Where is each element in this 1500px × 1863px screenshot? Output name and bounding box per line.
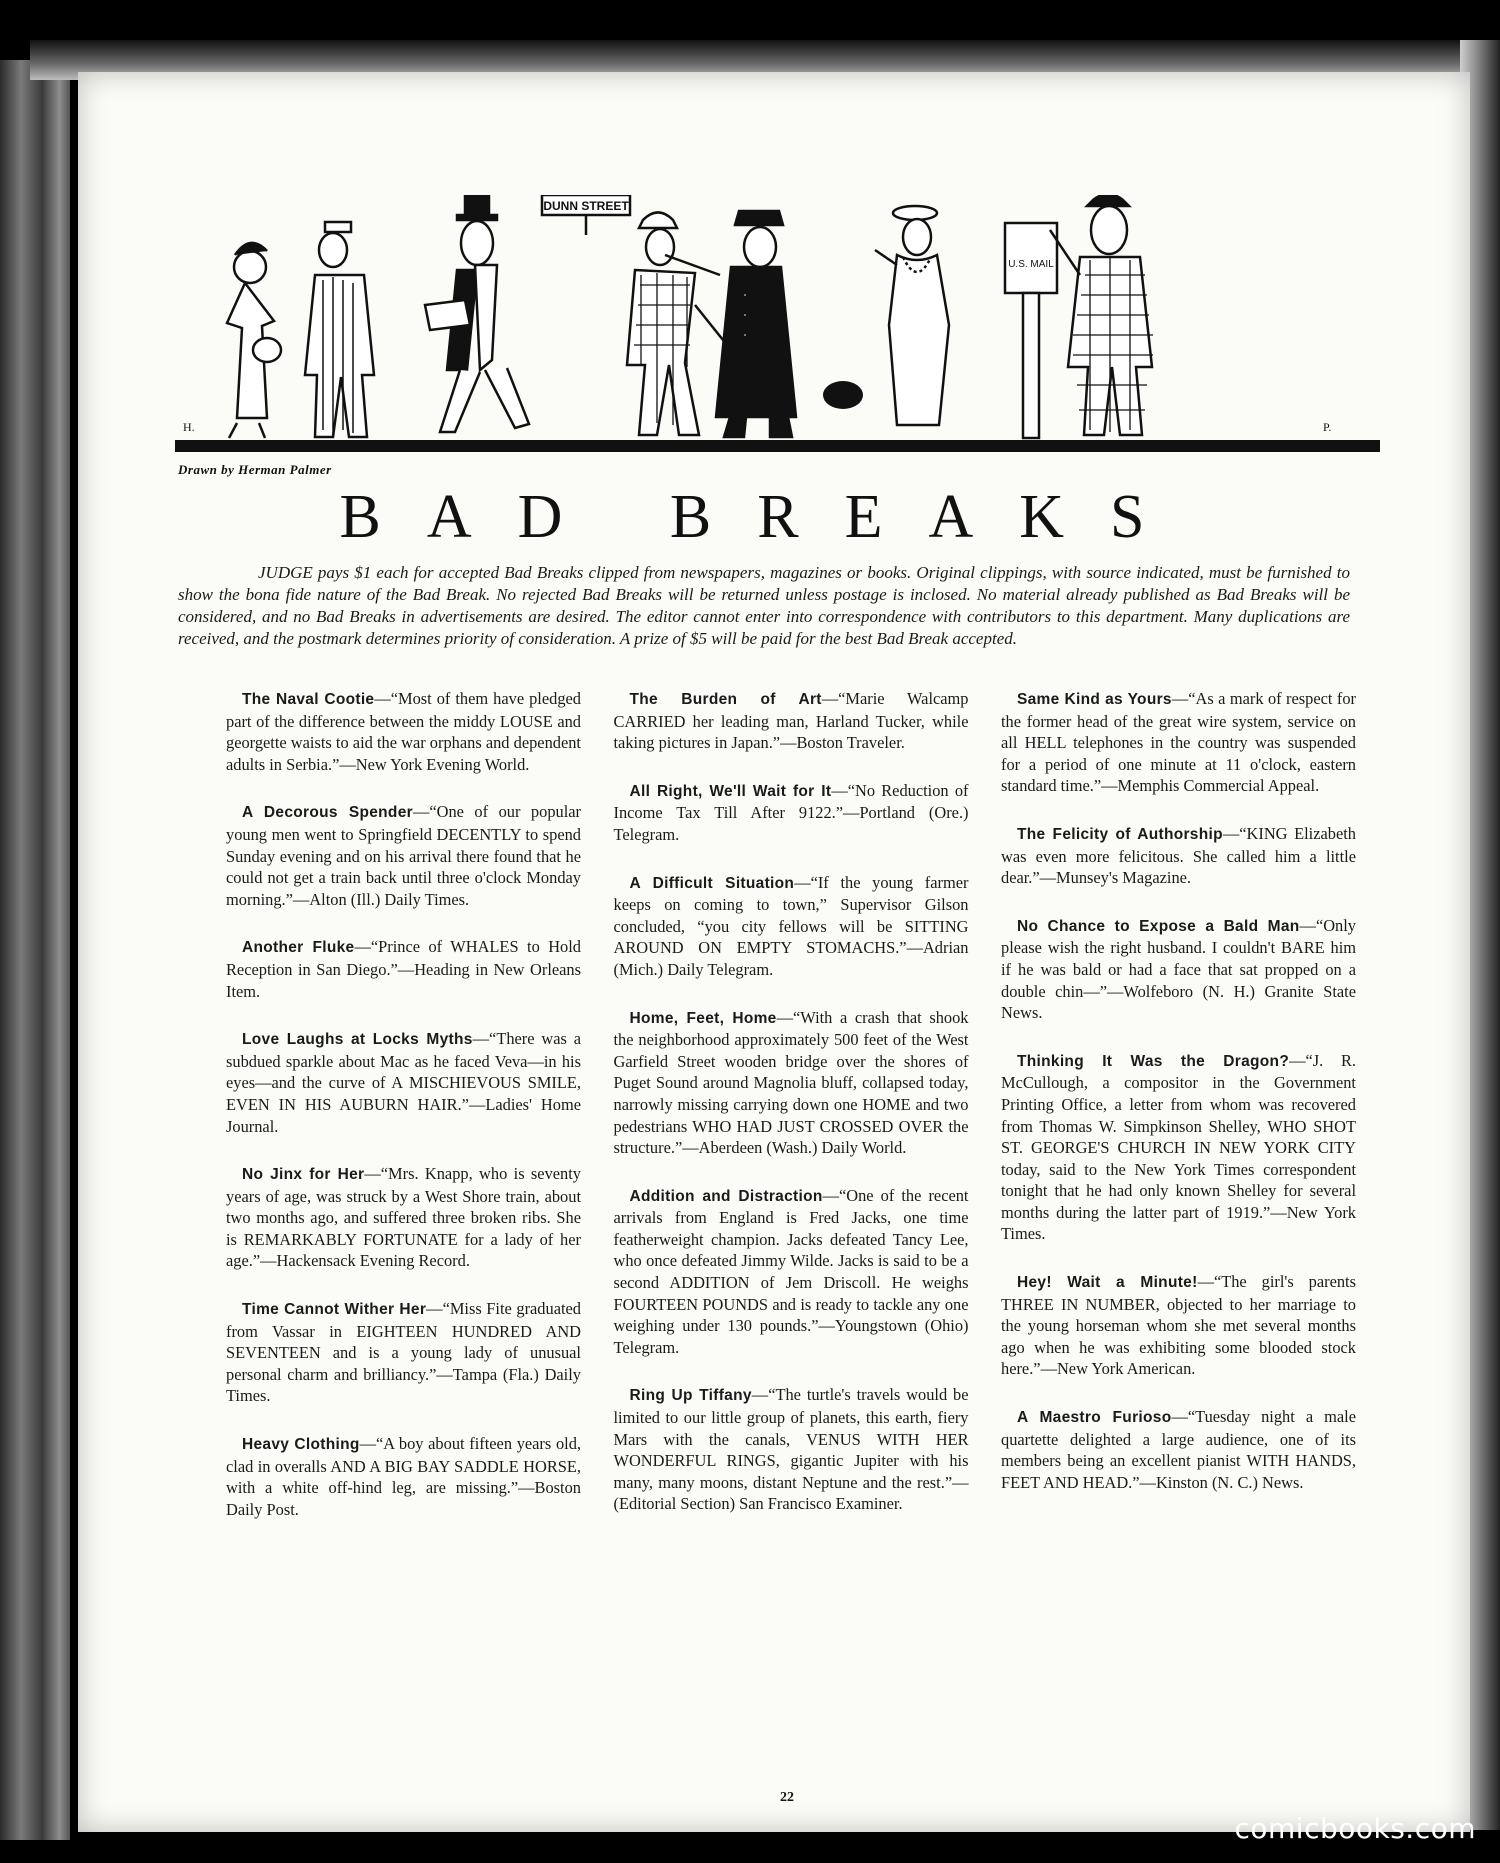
heading-dash: — bbox=[1171, 689, 1189, 708]
heading-dash: — bbox=[831, 780, 848, 800]
item-text: “A boy about fifteen years old, clad in overalls AND A BIG BAY SADDLE HORSE, with a white off-hind leg, are missing.”—Boston Daily Post. bbox=[226, 1434, 581, 1519]
bad-break-item bbox=[614, 1007, 969, 1159]
item-text: “The turtle's travels would be limited to our little group of planets, this earth, fiery Mars with the canals, VENUS WITH HER WONDERFUL RINGS, gigantic Jupiter with his many, many moons, distant Neptune and the rest.”—(Editorial Section) San Francisco Examiner. bbox=[613, 1385, 969, 1514]
heading-dash: — bbox=[1289, 1050, 1306, 1070]
bad-break-item bbox=[1001, 688, 1356, 797]
heading-dash: — bbox=[426, 1299, 443, 1319]
heading-dash: — bbox=[359, 1434, 376, 1454]
intro-paragraph: JUDGE pays $1 each for accepted Bad Breaks clipped from newspapers, magazines or books. Original clippings, with source indicated, must be furnished to show the bona fide nature of the Bad Break. No rejected Bad Breaks will be returned unless postage is inclosed. No material already published as Bad Breaks will be considered, and no Bad Breaks in advertisements are desired. The editor cannot enter into correspondence with contributors to this department. Many duplications are received, and the postmark determines priority of consideration. A prize of $5 will be paid for the best Bad Break accepted. bbox=[178, 563, 1350, 648]
heading-dash: — bbox=[822, 1185, 839, 1205]
heading-dash: — bbox=[794, 872, 811, 892]
item-heading: Hey! Wait a Minute! bbox=[1017, 1274, 1198, 1292]
illustration-credit: Drawn by Herman Palmer bbox=[178, 462, 332, 477]
item-heading: No Jinx for Her bbox=[242, 1166, 365, 1184]
item-text: “One of the recent arrivals from England is Fred Jacks, one time featherweight champion. Jacks defeated Tancy Lee, who once defeated Jimmy Wilde. Jacks is said to be a second ADDITION of Jem Driscoll. He weighs FOURTEEN POUNDS and is ready to tackle any one weighing under 130 pounds.”—Youngstown (Ohio) Telegram. bbox=[613, 1185, 969, 1357]
heading-dash: — bbox=[751, 1385, 769, 1405]
bad-break-item bbox=[1001, 823, 1356, 889]
item-text: “With a crash that shook the neighborhood approximately 500 feet of the West Garfield Street wooden bridge over the shores of Puget Sound around Magnolia bluff, collapsed today, narrowly missing carrying down one HOME and two pedestrians WHO HAD JUST CROSSED OVER the structure.”—Aberdeen (Wash.) Daily World. bbox=[613, 1007, 969, 1158]
item-text: “Most of them have pledged part of the difference between the middy LOUSE and georgette waists to aid the war orphans and dependent adults in Serbia.”—New York Evening World. bbox=[226, 689, 581, 774]
item-text: “J. R. McCullough, a compositor in the Government Printing Office, a letter from whom was recovered from Thomas W. Simpkinson Shelley, WHO SHOT ST. GEORGE'S CHURCH IN NEW YORK CITY today, said to the New York Times correspondent tonight that he had only known Shelley for several months during the latter part of 1919.”—New York Times. bbox=[1001, 1050, 1356, 1244]
heading-dash: — bbox=[354, 937, 371, 957]
item-text: “If the young farmer keeps on coming to town,” Supervisor Gilson concluded, “you city fellows will be SITTING AROUND ON EMPTY STOMACHS.”—Adrian (Mich.) Daily Telegram. bbox=[613, 872, 969, 979]
item-heading: Love Laughs at Locks Myths bbox=[242, 1031, 473, 1049]
item-heading: The Naval Cootie bbox=[242, 691, 375, 708]
item-heading: The Felicity of Authorship bbox=[1017, 825, 1223, 843]
heading-dash: — bbox=[1171, 1407, 1188, 1427]
heading-dash: — bbox=[1299, 915, 1316, 935]
bad-break-item bbox=[1001, 1406, 1356, 1493]
item-text: “Prince of WHALES to Hold Reception in San Diego.”—Heading in New Orleans Item. bbox=[226, 937, 581, 1001]
bad-break-item bbox=[226, 1433, 581, 1520]
bad-break-item bbox=[226, 1298, 581, 1407]
item-heading: A Difficult Situation bbox=[629, 874, 795, 892]
page-number: 22 bbox=[780, 1790, 794, 1805]
bad-break-item bbox=[226, 1163, 581, 1272]
item-heading: A Maestro Furioso bbox=[1017, 1409, 1172, 1427]
item-text: “Mrs. Knapp, who is seventy years of age, was struck by a West Shore train, about two months ago, and suffered three broken ribs. She is REMARKABLY FORTUNATE for a lady of her age.”—Hackensack Evening Record. bbox=[226, 1164, 581, 1271]
bad-break-item bbox=[614, 1185, 969, 1359]
column bbox=[614, 688, 969, 1778]
heading-dash: — bbox=[776, 1007, 793, 1027]
item-text: “Tuesday night a male quartette delighted a large audience, one of its members being an excellent pianist WITH HANDS, FEET AND HEAD.”—Kinston (N. C.) News. bbox=[1001, 1407, 1356, 1492]
bad-break-item bbox=[226, 801, 581, 910]
heading-dash: — bbox=[374, 689, 391, 708]
item-text: “One of our popular young men went to Springfield DECENTLY to spend Sunday evening and on his arrival there found that he could not get a train back until three o'clock Monday morning.”—Alton (Ill.) Daily Times. bbox=[226, 802, 581, 909]
column bbox=[1001, 688, 1356, 1778]
item-text: “As a mark of respect for the former head of the great wire system, service on all HELL telephones in the country was suspended for a period of one minute at 11 o'clock, eastern standard time.”—Memphis Commercial Appeal. bbox=[1001, 689, 1356, 796]
item-text: “Only please wish the right husband. I couldn't BARE him if he was bald or had a face that sat propped on a double chin—”—Wolfeboro (N. H.) Granite State News. bbox=[1001, 915, 1356, 1023]
artist-initial-right: P. bbox=[1323, 420, 1332, 434]
item-text: “No Reduction of Income Tax Till After 9122.”—Portland (Ore.) Telegram. bbox=[613, 780, 969, 844]
column bbox=[226, 688, 581, 1778]
item-heading: Thinking It Was the Dragon? bbox=[1017, 1052, 1290, 1070]
bad-break-item bbox=[614, 780, 969, 846]
page-title: BAD BREAKS bbox=[339, 483, 1191, 551]
item-text: “Miss Fite graduated from Vassar in EIGHTEEN HUNDRED AND SEVENTEEN and is a young lady of unusual personal charm and brilliancy.”—Tampa (Fla.) Daily Times. bbox=[226, 1299, 581, 1406]
item-heading: Addition and Distraction bbox=[629, 1187, 823, 1205]
heading-dash: — bbox=[412, 802, 430, 822]
heading-dash: — bbox=[472, 1029, 490, 1049]
bad-break-item bbox=[614, 872, 969, 981]
article-columns bbox=[226, 688, 1356, 1778]
bad-break-item bbox=[1001, 1050, 1356, 1245]
bad-break-item bbox=[226, 688, 581, 775]
item-heading: Home, Feet, Home bbox=[629, 1009, 777, 1027]
item-text: “The girl's parents THREE IN NUMBER, objected to her marriage to the young horseman whom she met several months ago when he was exhibiting some blooded stock here.”—New York American. bbox=[1001, 1272, 1356, 1379]
street-sign-text: DUNN STREET bbox=[543, 199, 629, 213]
heading-dash: — bbox=[1197, 1272, 1214, 1292]
item-text: “Marie Walcamp CARRIED her leading man, Harland Tucker, while taking pictures in Japan.”—Boston Traveler. bbox=[613, 689, 969, 753]
item-text: “There was a subdued sparkle about Mac as he faced Veva—in his eyes—and the curve of A MISCHIEVOUS SMILE, EVEN IN HIS AUBURN HAIR.”—Ladies' Home Journal. bbox=[226, 1029, 581, 1136]
header-illustration bbox=[175, 195, 1380, 470]
bad-break-item bbox=[614, 688, 969, 754]
bad-break-item bbox=[226, 1028, 581, 1137]
item-text: “KING Elizabeth was even more felicitous. She called him a little dear.”—Munsey's Magazine. bbox=[1001, 823, 1356, 888]
bad-break-item bbox=[1001, 1271, 1356, 1380]
item-heading: Heavy Clothing bbox=[242, 1436, 360, 1454]
item-heading: Time Cannot Wither Her bbox=[242, 1301, 427, 1319]
bad-break-item bbox=[1001, 915, 1356, 1024]
item-heading: Another Fluke bbox=[242, 939, 355, 957]
artist-initial-left: H. bbox=[183, 420, 195, 434]
bad-break-item bbox=[614, 1384, 969, 1515]
heading-dash: — bbox=[821, 689, 839, 708]
mailbox-label: U.S. MAIL bbox=[1008, 259, 1054, 270]
book-spine bbox=[0, 60, 70, 1840]
bad-break-item bbox=[226, 936, 581, 1002]
item-heading: No Chance to Expose a Bald Man bbox=[1017, 917, 1300, 935]
item-heading: A Decorous Spender bbox=[242, 804, 413, 822]
item-heading: Same Kind as Yours bbox=[1017, 691, 1172, 708]
item-heading: The Burden of Art bbox=[629, 691, 822, 708]
item-heading: Ring Up Tiffany bbox=[629, 1387, 752, 1405]
heading-dash: — bbox=[364, 1164, 381, 1184]
watermark: comicbooks.com bbox=[1234, 1812, 1476, 1845]
heading-dash: — bbox=[1222, 823, 1240, 843]
street-scene-drawing bbox=[175, 195, 1380, 470]
item-heading: All Right, We'll Wait for It bbox=[629, 782, 832, 800]
